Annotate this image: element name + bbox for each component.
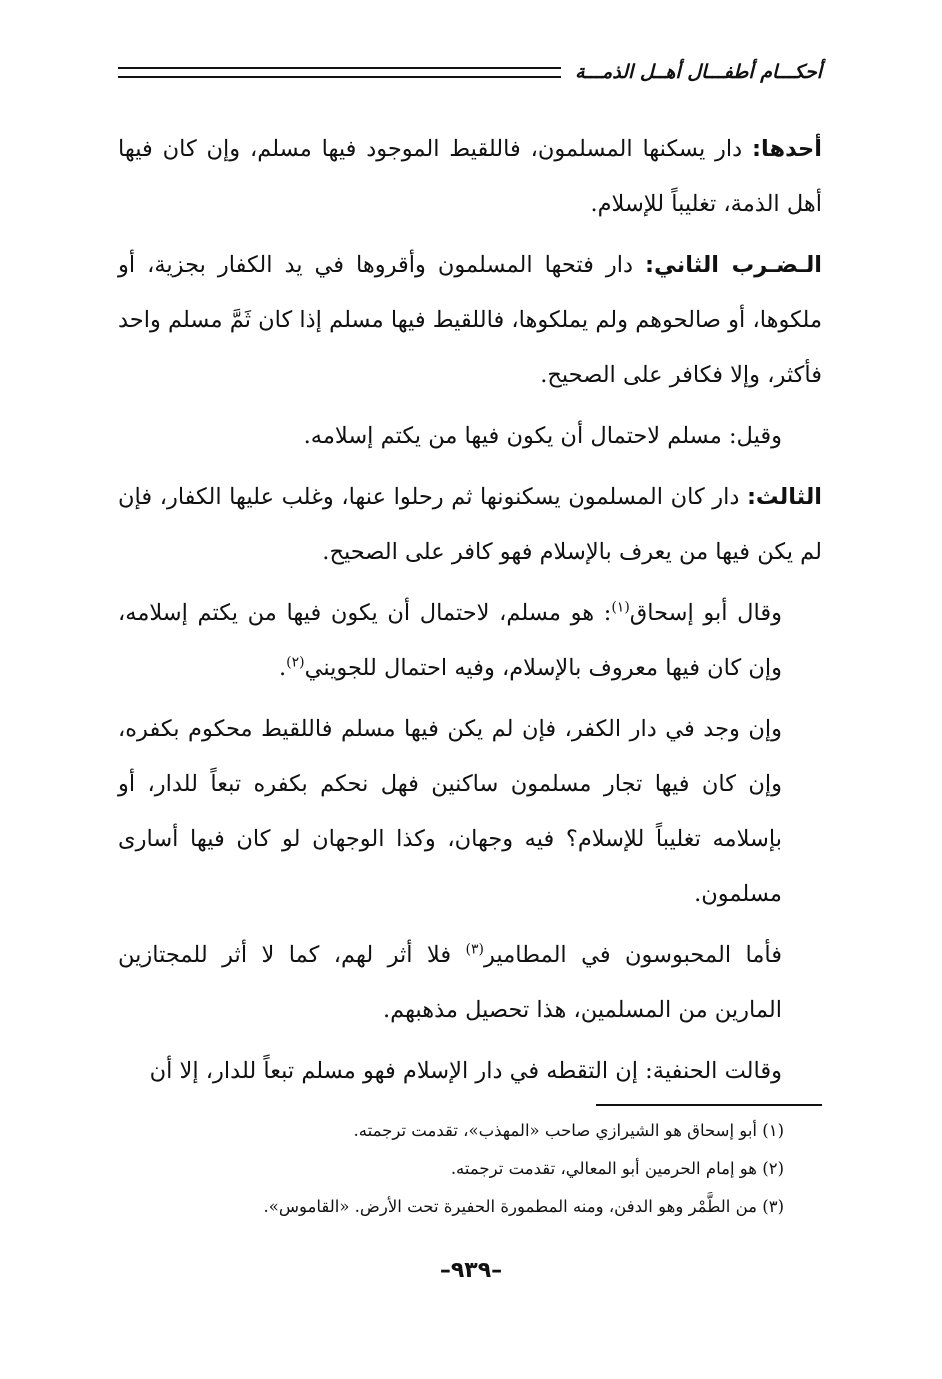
paragraph-lead: الثالث:	[746, 484, 822, 510]
paragraph-text: دار فتحها المسلمون وأقروها في يد الكفار بجزية، أو ملكوها، أو صالحوهم ولم يملكوها، فاللقيط فيها مسلم إذا كان ثَمَّ مسلم واحد فأكثر، وإلا فكافر على الصحيح.	[118, 252, 822, 388]
paragraph-lead: الـضـرب الثاني:	[645, 252, 822, 278]
paragraph-text: .	[278, 655, 287, 681]
paragraph-text: وإن وجد في دار الكفر، فإن لم يكن فيها مسلم فاللقيط محكوم بكفره، وإن كان فيها تجار مسلمون ساكنين فهل نحكم بكفره تبعاً للدار، أو بإسلامه تغليباً للإسلام؟ فيه وجهان، وكذا الوجهان لو كان فيها أسارى مسلمون.	[118, 716, 782, 907]
paragraph-text: وقيل: مسلم لاحتمال أن يكون فيها من يكتم إسلامه.	[303, 423, 782, 449]
paragraph-dar-al-kufr	[118, 702, 822, 922]
paragraph-abu-ishaq	[118, 586, 822, 696]
footnote-separator	[596, 1104, 822, 1106]
paragraph-text: دار يسكنها المسلمون، فاللقيط الموجود فيها مسلم، وإن كان فيها أهل الذمة، تغليباً للإسلام.	[118, 136, 822, 217]
main-text	[118, 122, 822, 1105]
paragraph-text: وقال أبو إسحاق	[629, 600, 782, 626]
footnote-ref-3[interactable]: (٣)	[465, 941, 484, 958]
paragraph-text: وقالت الحنفية: إن التقطه في دار الإسلام فهو مسلم تبعاً للدار، إلا أن	[149, 1058, 782, 1084]
paragraph-second-kind	[118, 238, 822, 403]
footnote-3: (٣) من الطَّمْر وهو الدفن، ومنه المطمورة الحفيرة تحت الأرض. «القاموس».	[263, 1197, 784, 1216]
footnote-1: (١) أبو إسحاق هو الشيرازي صاحب «المهذب»، تقدمت ترجمته.	[353, 1121, 784, 1140]
paragraph-first-kind	[118, 122, 822, 232]
paragraph-text: دار كان المسلمون يسكنونها ثم رحلوا عنها، وغلب عليها الكفار، فإن لم يكن فيها من يعرف بالإسلام فهو كافر على الصحيح.	[118, 484, 822, 565]
paragraph-text: فلا أثر لهم، كما لا أثر للمجتازين المارين من المسلمين، هذا تحصيل مذهبهم.	[118, 942, 782, 1023]
footnotes	[118, 1112, 784, 1226]
paragraph-text: فأما المحبوسون في المطامير	[484, 942, 782, 968]
paragraph-hanafi	[118, 1044, 822, 1099]
running-header-title: أحكـــام أطفـــال أهــل الذمـــة	[575, 61, 822, 83]
paragraph-text: : هو مسلم، لاحتمال أن يكون فيها من يكتم إسلامه، وإن كان فيها معروف بالإسلام، وفيه احتمال للجويني	[118, 600, 782, 681]
footnote-ref-1[interactable]: (١)	[611, 599, 630, 616]
header-double-rule	[118, 67, 561, 78]
running-header	[118, 56, 822, 88]
page-number: –٩٣٩–	[439, 1258, 503, 1283]
footnote-ref-2[interactable]: (٢)	[286, 654, 305, 671]
footnote-2: (٢) هو إمام الحرمين أبو المعالي، تقدمت ترجمته.	[450, 1159, 784, 1178]
paragraph-lead: أحدها:	[752, 136, 822, 162]
paragraph-alternative-view	[118, 409, 822, 464]
paragraph-third-kind	[118, 470, 822, 580]
paragraph-imprisoned	[118, 928, 822, 1038]
